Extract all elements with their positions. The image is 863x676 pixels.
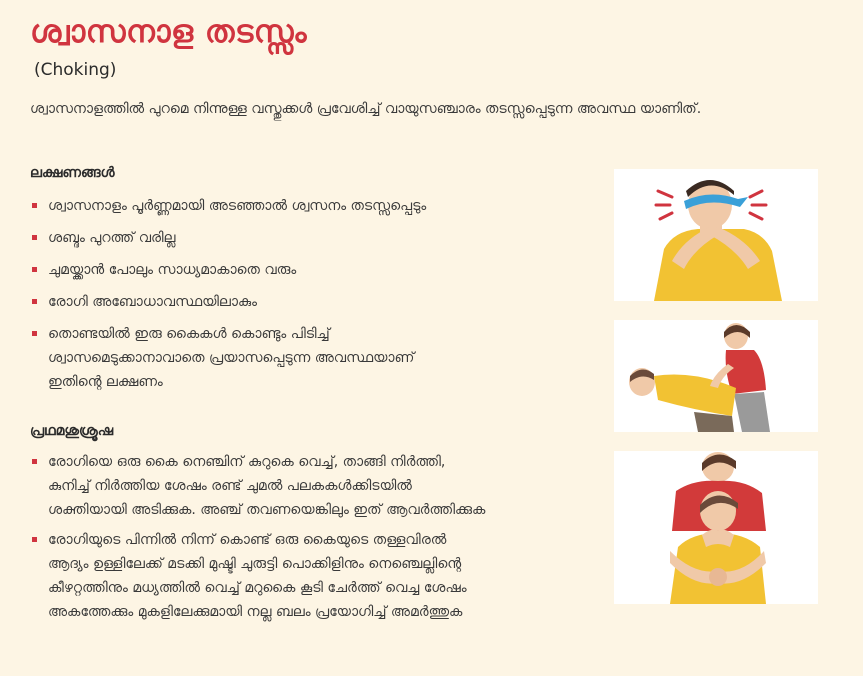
list-item — [30, 450, 600, 522]
first-aid-list — [30, 450, 600, 630]
abdominal-thrust-illustration — [614, 451, 818, 604]
list-item-text: രോഗി അബോധാവസ്ഥയിലാകും — [48, 294, 257, 310]
list-item-text: രോഗിയെ ഒരു കൈ നെഞ്ചിന് കുറുകെ വെച്ച്, താങ്ങി നിർത്തി, കുനിച്ച് നിർത്തിയ ശേഷം രണ്ട് ചുമൽ പലകകൾക്കിടയിൽ ശക്തിയായി അടിക്കുക. അഞ്ച് തവണയെങ്കിലും ഇത് ആവർത്തിക്കുക — [48, 454, 486, 518]
choking-person-illustration — [614, 169, 818, 301]
bullet-icon — [32, 299, 37, 304]
page-subtitle: (Choking) — [34, 60, 117, 80]
list-item-text: ചുമയ്ക്കാൻ പോലും സാധ്യമാകാതെ വരും — [48, 262, 297, 278]
bullet-icon — [32, 459, 37, 464]
list-item — [30, 258, 600, 282]
list-item-text: തൊണ്ടയിൽ ഇരു കൈകൾ കൊണ്ടും പിടിച്ച് ശ്വാസമെടുക്കാനാവാതെ പ്രയാസപ്പെടുന്ന അവസ്ഥയാണ് ഇതിന്റെ ലക്ഷണം — [48, 326, 415, 390]
bullet-icon — [32, 267, 37, 272]
bullet-icon — [32, 537, 37, 542]
list-item — [30, 226, 600, 250]
list-item — [30, 290, 600, 314]
page-title: ശ്വാസനാള തടസ്സം — [30, 14, 307, 50]
list-item — [30, 322, 600, 394]
first-aid-heading: പ്രഥമശുശ്രൂഷ — [30, 423, 114, 439]
list-item — [30, 528, 600, 624]
symptoms-heading: ലക്ഷണങ്ങൾ — [30, 165, 115, 181]
list-item — [30, 194, 600, 218]
list-item-text: ശ്വാസനാളം പൂർണ്ണമായി അടഞ്ഞാൽ ശ്വസനം തടസ്സപ്പെടും — [48, 198, 427, 214]
bullet-icon — [32, 235, 37, 240]
bullet-icon — [32, 331, 37, 336]
back-blows-illustration — [614, 320, 818, 432]
intro-paragraph: ശ്വാസനാളത്തിൽ പുറമെ നിന്നുള്ള വസ്തുക്കൾ പ്രവേശിച്ച് വായുസഞ്ചാരം തടസ്സപ്പെടുന്ന അവസ്ഥ യാണിത്. — [30, 101, 702, 117]
list-item-text: ശബ്ദം പുറത്ത് വരില്ല — [48, 230, 176, 246]
list-item-text: രോഗിയുടെ പിന്നിൽ നിന്ന് കൊണ്ട് ഒരു കൈയുടെ തള്ളവിരൽ ആദ്യം ഉള്ളിലേക്ക് മടക്കി മുഷ്ടി ചുരുട്ടി പൊക്കിളിനും നെഞ്ചെല്ലിന്റെ കീഴറ്റത്തിനും മധ്യത്തിൽ വെച്ച് മറുകൈ കൂടി ചേർത്ത് വെച്ച ശേഷം അകത്തേക്കും മുകളിലേക്കുമായി നല്ല ബലം പ്രയോഗിച്ച് അമർത്തുക — [48, 532, 467, 620]
symptoms-list — [30, 194, 600, 402]
bullet-icon — [32, 203, 37, 208]
